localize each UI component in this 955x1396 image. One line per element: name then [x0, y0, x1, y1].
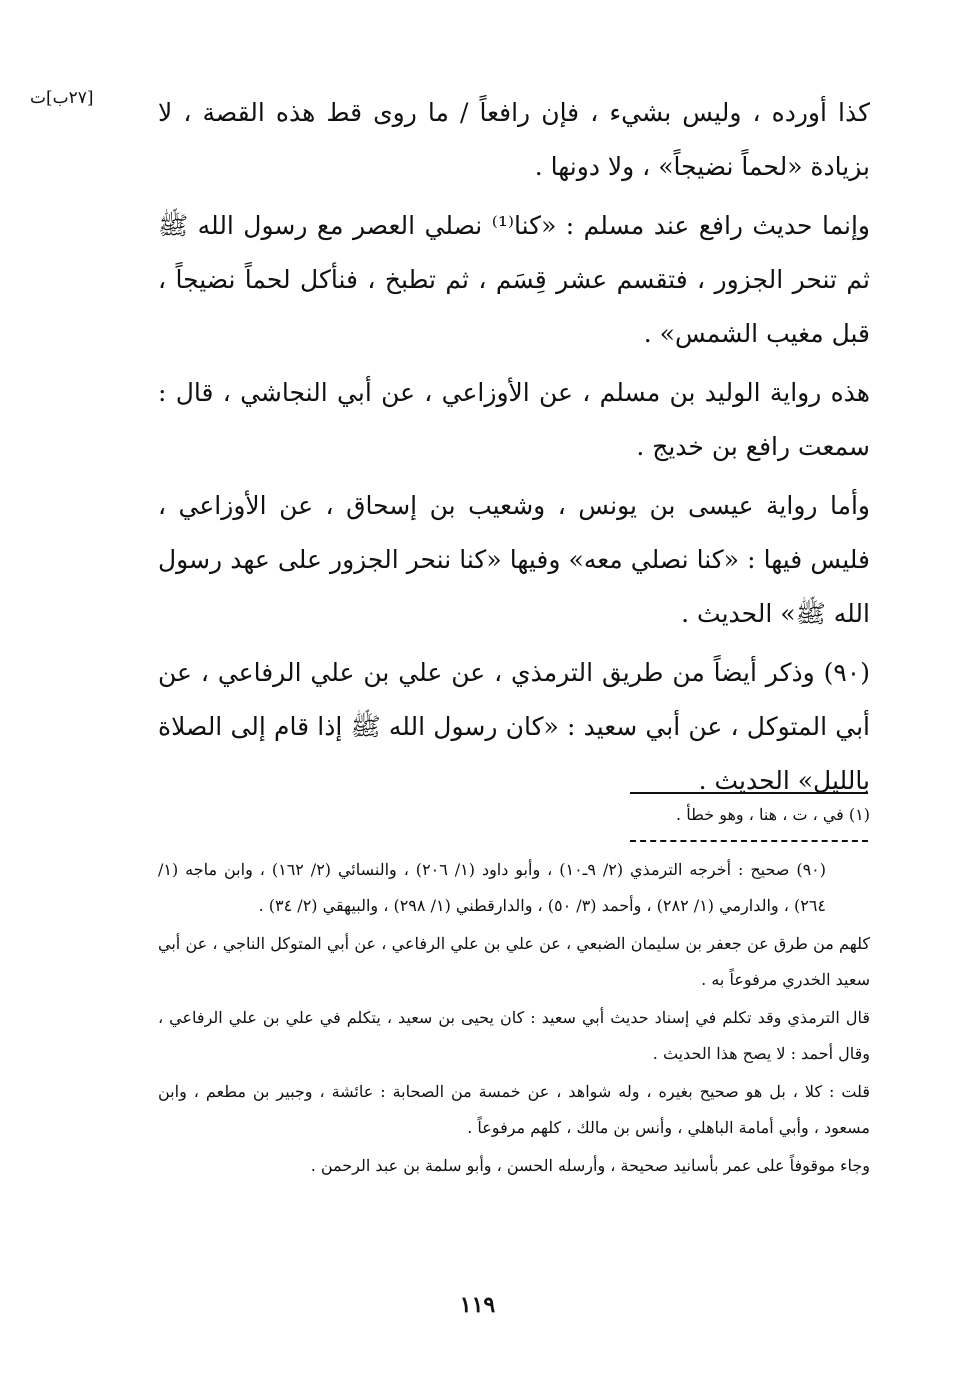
note-paragraph: (٩٠) صحيح : أخرجه الترمذي (٢/ ٩ـ١٠) ، وأبو داود (١/ ٢٠٦) ، والنسائي (٢/ ١٦٢) ، وابن ماجه (١/ ٢٦٤) ، والدارمي (١/ ٢٨٢) ، وأحمد (٣/ ٥٠) ، والدارقطني (١/ ٢٩٨) ، والبيهقي (٢/ ٣٤) .	[158, 860, 827, 915]
paragraph: هذه رواية الوليد بن مسلم ، عن الأوزاعي ، عن أبي النجاشي ، قال : سمعت رافع بن خديج .	[158, 378, 870, 461]
paragraph: (٩٠) وذكر أيضاً من طريق الترمذي ، عن علي بن علي الرفاعي ، عن أبي المتوكل ، عن أبي سعيد : «كان رسول الله ﷺ إذا قام إلى الصلاة بالليل» الحديث .	[158, 658, 870, 795]
main-text	[158, 86, 870, 813]
commentary-notes	[158, 852, 870, 1186]
margin-note: [٢٧ب]ت	[30, 88, 94, 108]
footnote: (١) في ، ت ، هنا ، وهو خطأ .	[676, 805, 870, 824]
note-paragraph: قلت : كلا ، بل هو صحيح بغيره ، وله شواهد ، عن خمسة من الصحابة : عائشة ، وجبير بن مطعم ، وابن مسعود ، وأبي أمامة الباهلي ، وأنس بن مالك ، كلهم مرفوعاً .	[158, 1082, 870, 1137]
paragraph: وإنما حديث رافع عند مسلم : «كنا⁽¹⁾ نصلي العصر مع رسول الله ﷺ ثم تنحر الجزور ، فتقسم عشر قِسَم ، ثم تطبخ ، فنأكل لحماً نضيجاً ، قبل مغيب الشمس» .	[158, 211, 870, 348]
page-number: ١١٩	[459, 1292, 496, 1318]
note-paragraph: قال الترمذي وقد تكلم في إسناد حديث أبي سعيد : كان يحيى بن سعيد ، يتكلم في علي بن علي الرفاعي ، وقال أحمد : لا يصح هذا الحديث .	[158, 1008, 870, 1063]
note-paragraph: وجاء موقوفاً على عمر بأسانيد صحيحة ، وأرسله الحسن ، وأبو سلمة بن عبد الرحمن .	[310, 1156, 870, 1175]
paragraph: وأما رواية عيسى بن يونس ، وشعيب بن إسحاق ، عن الأوزاعي ، فليس فيها : «كنا نصلي معه» وفيها «كنا ننحر الجزور على عهد رسول الله ﷺ» الحديث .	[158, 491, 870, 628]
notes-divider	[630, 840, 868, 842]
footnote-divider	[630, 792, 868, 794]
note-paragraph: كلهم من طرق عن جعفر بن سليمان الضبعي ، عن علي بن علي الرفاعي ، عن أبي المتوكل الناجي ، عن أبي سعيد الخدري مرفوعاً به .	[158, 934, 870, 989]
paragraph: كذا أورده ، وليس بشيء ، فإن رافعاً / ما روى قط هذه القصة ، لا بزيادة «لحماً نضيجاً» ، ولا دونها .	[158, 98, 870, 181]
